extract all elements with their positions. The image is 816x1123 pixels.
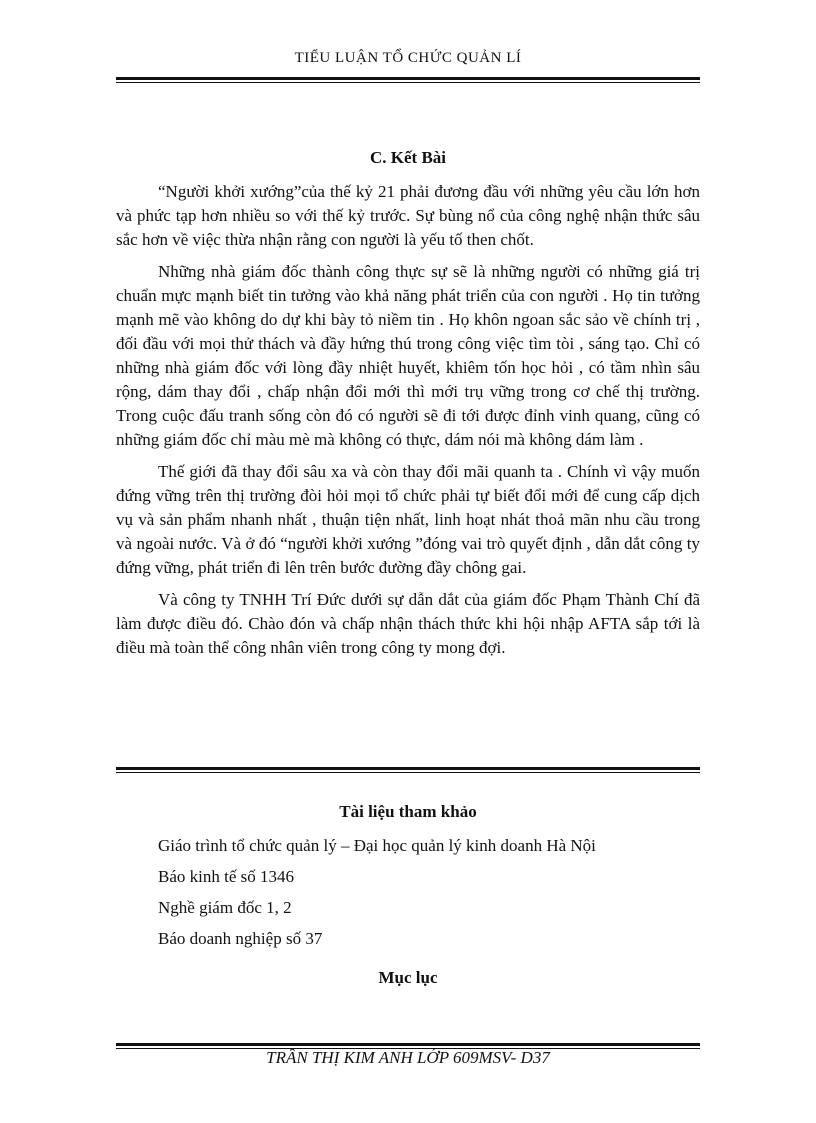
toc-title: Mục lục xyxy=(378,968,438,987)
reference-item: Nghề giám đốc 1, 2 xyxy=(158,898,292,917)
reference-item: Báo doanh nghiệp số 37 xyxy=(158,929,323,948)
references-title: Tài liệu tham khảo xyxy=(339,802,477,821)
paragraph-4: Và công ty TNHH Trí Đức dưới sự dẫn dắt của giám đốc Phạm Thành Chí đã làm được điều đó. Chào đón và chấp nhận thách thức khi hội nhập AFTA sắp tới là điều mà toàn thể công nhân viên trong công ty mong đợi. xyxy=(116,590,700,657)
header-rule xyxy=(116,77,700,80)
paragraph-1: “Người khởi xướng”của thế kỷ 21 phải đương đầu với những yêu cầu lớn hơn và phức tạp hơn nhiều so với thế kỷ trước. Sự bùng nổ của công nghệ nhận thức sâu sắc hơn về việc thừa nhận rằng con người là yếu tố then chốt. xyxy=(116,182,700,249)
section-title: C. Kết Bài xyxy=(369,148,447,167)
references-section xyxy=(116,802,700,998)
reference-item: Giáo trình tổ chức quản lý – Đại học quản lý kinh doanh Hà Nội xyxy=(158,836,596,855)
page-footer: TRẦN THỊ KIM ANH LỚP 609MSV- D37 xyxy=(266,1048,550,1067)
section-divider xyxy=(116,767,700,770)
conclusion-section xyxy=(116,146,700,668)
reference-item: Báo kinh tế số 1346 xyxy=(158,867,294,886)
paragraph-2: Những nhà giám đốc thành công thực sự sẽ là những người có những giá trị chuẩn mực mạnh biết tin tưởng vào khả năng phát triển của con người . Họ tin tưởng mạnh mẽ vào không do dự khi bày tỏ niềm tin . Họ khôn ngoan sắc sảo về chính trị , đối đầu với mọi thử thách và đầy hứng thú trong công việc tìm tòi , sáng tạo. Chỉ có những nhà giám đốc với lòng đầy nhiệt huyết, khiêm tốn học hỏi , có tầm nhìn sâu rộng, dám thay đổi , chấp nhận đổi mới thì mới trụ vững trong cơ chế thị trường. Trong cuộc đấu tranh sống còn đó có người sẽ đi tới được đỉnh vinh quang, cũng có những giám đốc chỉ màu mè mà không có thực, dám nói mà không dám làm . xyxy=(116,262,700,449)
footer-rule xyxy=(116,1043,700,1046)
paragraph-3: Thế giới đã thay đổi sâu xa và còn thay đổi mãi quanh ta . Chính vì vậy muốn đứng vững trên thị trường đòi hỏi mọi tổ chức phải tự biết đổi mới để cung cấp dịch vụ và sản phẩm nhanh nhất , thuận tiện nhất, linh hoạt nhát thoả mãn nhu cầu trong và ngoài nước. Và ở đó “người khởi xướng ”đóng vai trò quyết định , dẫn dắt công ty đứng vững, phát triển đi lên trên bước đường đầy chông gai. xyxy=(116,462,700,577)
page-header: TIỂU LUẬN TỔ CHỨC QUẢN LÍ xyxy=(294,50,522,66)
